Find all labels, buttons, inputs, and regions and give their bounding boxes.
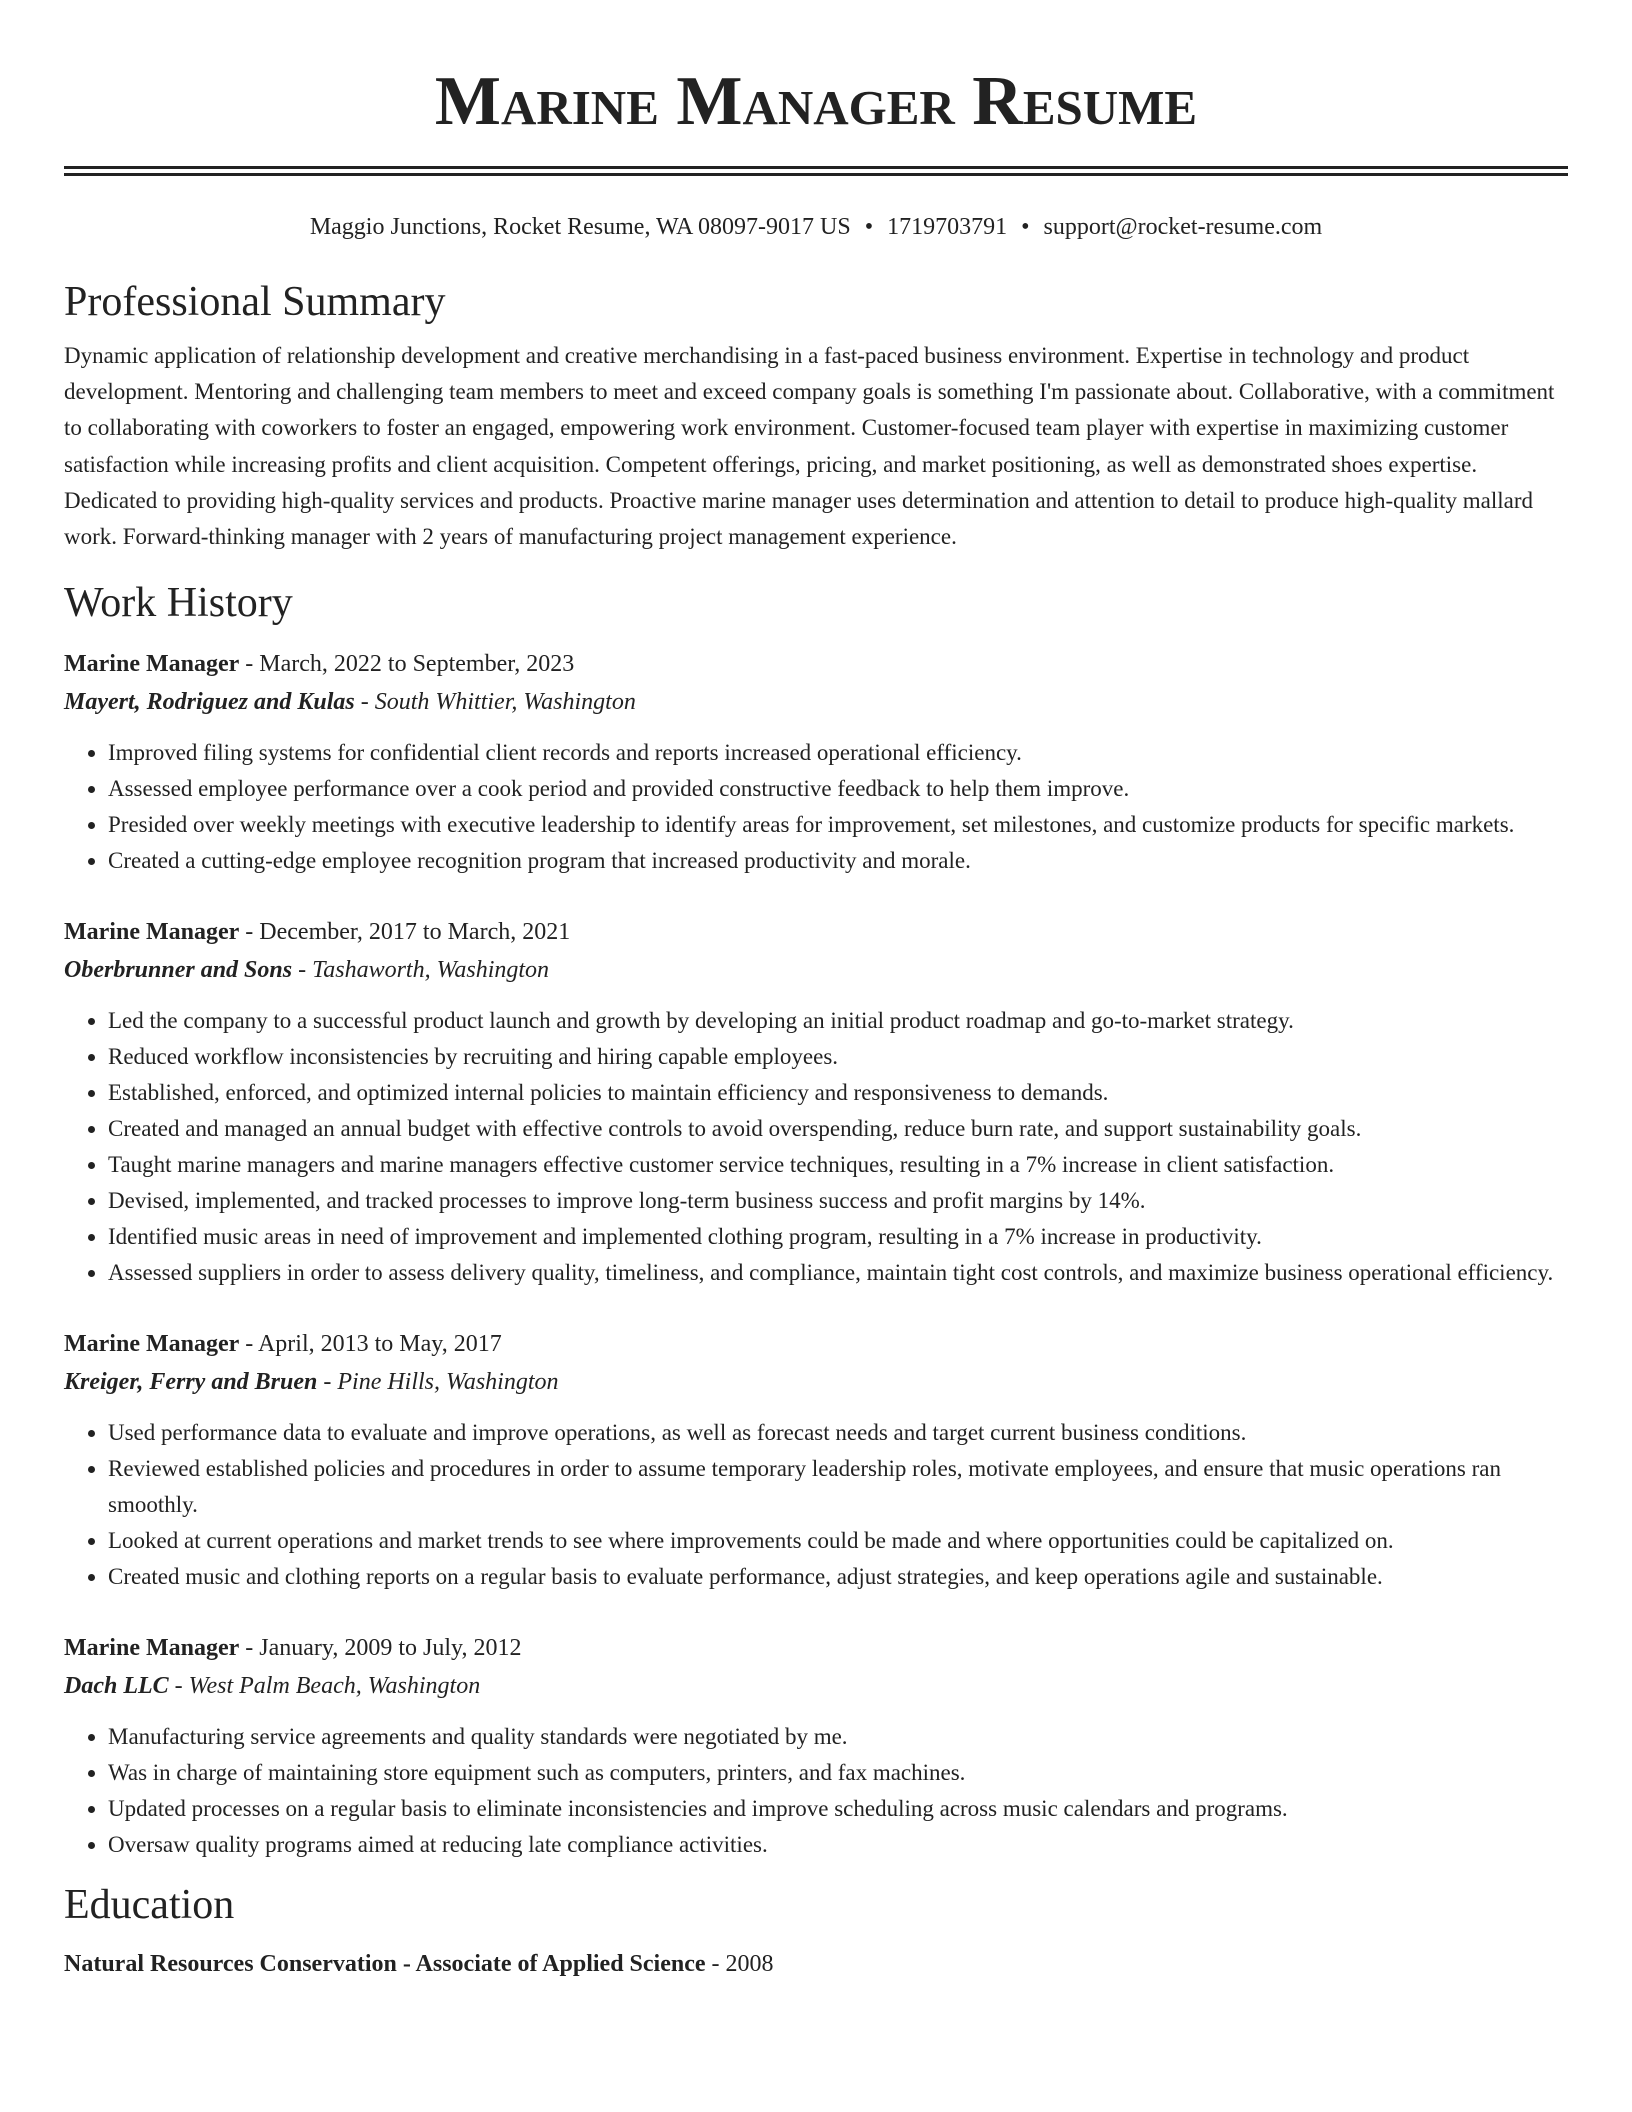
contact-separator: •: [1021, 214, 1030, 240]
job-company-line: [64, 951, 1568, 989]
job-title: Marine Manager: [64, 1331, 240, 1358]
job-dates: - January, 2009 to July, 2012: [239, 1635, 522, 1662]
job-entry: [64, 1325, 1568, 1595]
work-history-heading: Work History: [64, 580, 293, 627]
job-title: Marine Manager: [64, 1635, 240, 1662]
job-bullet: • Assessed suppliers in order to assess delivery quality, timeliness, and compliance, maintain tight cost controls, and maximize business operational efficiency.: [108, 1255, 1568, 1291]
job-company: Oberbrunner and Sons: [64, 957, 293, 984]
contact-separator: •: [864, 214, 874, 240]
education-degree: Natural Resources Conservation - Associate of Applied Science: [64, 1951, 706, 1978]
job-bullet: • Presided over weekly meetings with executive leadership to identify areas for improvement, set milestones, and customize products for specific markets.: [108, 807, 1568, 843]
resume-title: Marine Manager Resume: [434, 63, 1198, 140]
job-location: - South Whittier, Washington: [354, 689, 636, 716]
job-title: Marine Manager: [64, 919, 240, 946]
job-bullet: • Established, enforced, and optimized internal policies to maintain efficiency and responsiveness to demands.: [108, 1075, 1568, 1111]
job-company: Kreiger, Ferry and Bruen: [64, 1369, 318, 1396]
job-bullets: [64, 1719, 1568, 1863]
job-entry: [64, 645, 1568, 879]
job-bullets: [64, 1415, 1568, 1595]
job-bullet: • Created a cutting-edge employee recognition program that increased productivity and morale.: [108, 843, 1568, 879]
job-bullet: • Created music and clothing reports on a regular basis to evaluate performance, adjust strategies, and keep operations agile and sustainable.: [108, 1559, 1568, 1595]
job-company-line: [64, 1363, 1568, 1401]
job-company: Mayert, Rodriguez and Kulas: [64, 689, 355, 716]
job-header: [64, 645, 1568, 683]
job-header: [64, 913, 1568, 951]
summary-text: Dynamic application of relationship development and creative merchandising in a fast-paced business environment. Expertise in technology and product development. Mentoring and challenging team members to meet and exceed company goals is something I'm passionate about. Collaborative, with a commitment to collaborating with coworkers to foster an engaged, empowering work environment. Customer-focused team player with expertise in maximizing customer satisfaction while increasing profits and client acquisition. Competent offerings, pricing, and market positioning, as well as demonstrated shoes expertise. Dedicated to providing high-quality services and products. Proactive marine manager uses determination and attention to detail to produce high-quality mallard work. Forward-thinking manager with 2 years of manufacturing project management experience.: [64, 343, 1555, 550]
job-bullet: • Reduced workflow inconsistencies by recruiting and hiring capable employees.: [108, 1039, 1568, 1075]
title-divider: [64, 166, 1568, 176]
work-history-list: [64, 645, 1568, 1863]
job-bullet: • Updated processes on a regular basis to eliminate inconsistencies and improve scheduling across music calendars and programs.: [108, 1791, 1568, 1827]
job-entry: [64, 1629, 1568, 1863]
job-bullet: • Was in charge of maintaining store equipment such as computers, printers, and fax machines.: [108, 1755, 1568, 1791]
job-bullet: • Identified music areas in need of improvement and implemented clothing program, resulting in a 7% increase in productivity.: [108, 1219, 1568, 1255]
job-bullet: • Manufacturing service agreements and quality standards were negotiated by me.: [108, 1719, 1568, 1755]
job-bullet: • Devised, implemented, and tracked processes to improve long-term business success and profit margins by 14%.: [108, 1183, 1568, 1219]
job-dates: - April, 2013 to May, 2017: [239, 1331, 502, 1358]
job-entry: [64, 913, 1568, 1291]
job-bullets: [64, 735, 1568, 879]
job-bullets: [64, 1003, 1568, 1291]
job-bullet: • Improved filing systems for confidential client records and reports increased operational efficiency.: [108, 735, 1568, 771]
job-header: [64, 1325, 1568, 1363]
job-bullet: • Led the company to a successful product launch and growth by developing an initial product roadmap and go-to-market strategy.: [108, 1003, 1568, 1039]
education-year: - 2008: [705, 1951, 774, 1978]
job-company: Dach LLC: [64, 1673, 169, 1700]
job-location: - West Palm Beach, Washington: [168, 1673, 481, 1700]
job-company-line: [64, 683, 1568, 721]
job-title: Marine Manager: [64, 651, 240, 678]
job-dates: - December, 2017 to March, 2021: [239, 919, 571, 946]
contact-phone: 1719703791: [887, 214, 1008, 240]
education-heading: Education: [64, 1882, 235, 1929]
contact-address: Maggio Junctions, Rocket Resume, WA 08097-9017 US: [309, 214, 851, 240]
job-location: - Pine Hills, Washington: [317, 1369, 559, 1396]
education-entry: [64, 1945, 1568, 1983]
job-bullet: • Used performance data to evaluate and improve operations, as well as forecast needs and target current business conditions.: [108, 1415, 1568, 1451]
job-bullet: • Oversaw quality programs aimed at reducing late compliance activities.: [108, 1827, 1568, 1863]
job-company-line: [64, 1667, 1568, 1705]
job-bullet: • Looked at current operations and market trends to see where improvements could be made and where opportunities could be capitalized on.: [108, 1523, 1568, 1559]
job-bullet: • Created and managed an annual budget with effective controls to avoid overspending, reduce burn rate, and support sustainability goals.: [108, 1111, 1568, 1147]
job-header: [64, 1629, 1568, 1667]
job-bullet: • Reviewed established policies and procedures in order to assume temporary leadership roles, motivate employees, and ensure that music operations ran smoothly.: [108, 1451, 1568, 1523]
job-location: - Tashaworth, Washington: [292, 957, 550, 984]
job-dates: - March, 2022 to September, 2023: [239, 651, 575, 678]
job-bullet: • Assessed employee performance over a cook period and provided constructive feedback to help them improve.: [108, 771, 1568, 807]
contact-email: support@rocket-resume.com: [1043, 214, 1323, 240]
summary-heading: Professional Summary: [64, 279, 446, 325]
contact-line: [64, 212, 1568, 242]
job-bullet: • Taught marine managers and marine managers effective customer service techniques, resulting in a 7% increase in client satisfaction.: [108, 1147, 1568, 1183]
